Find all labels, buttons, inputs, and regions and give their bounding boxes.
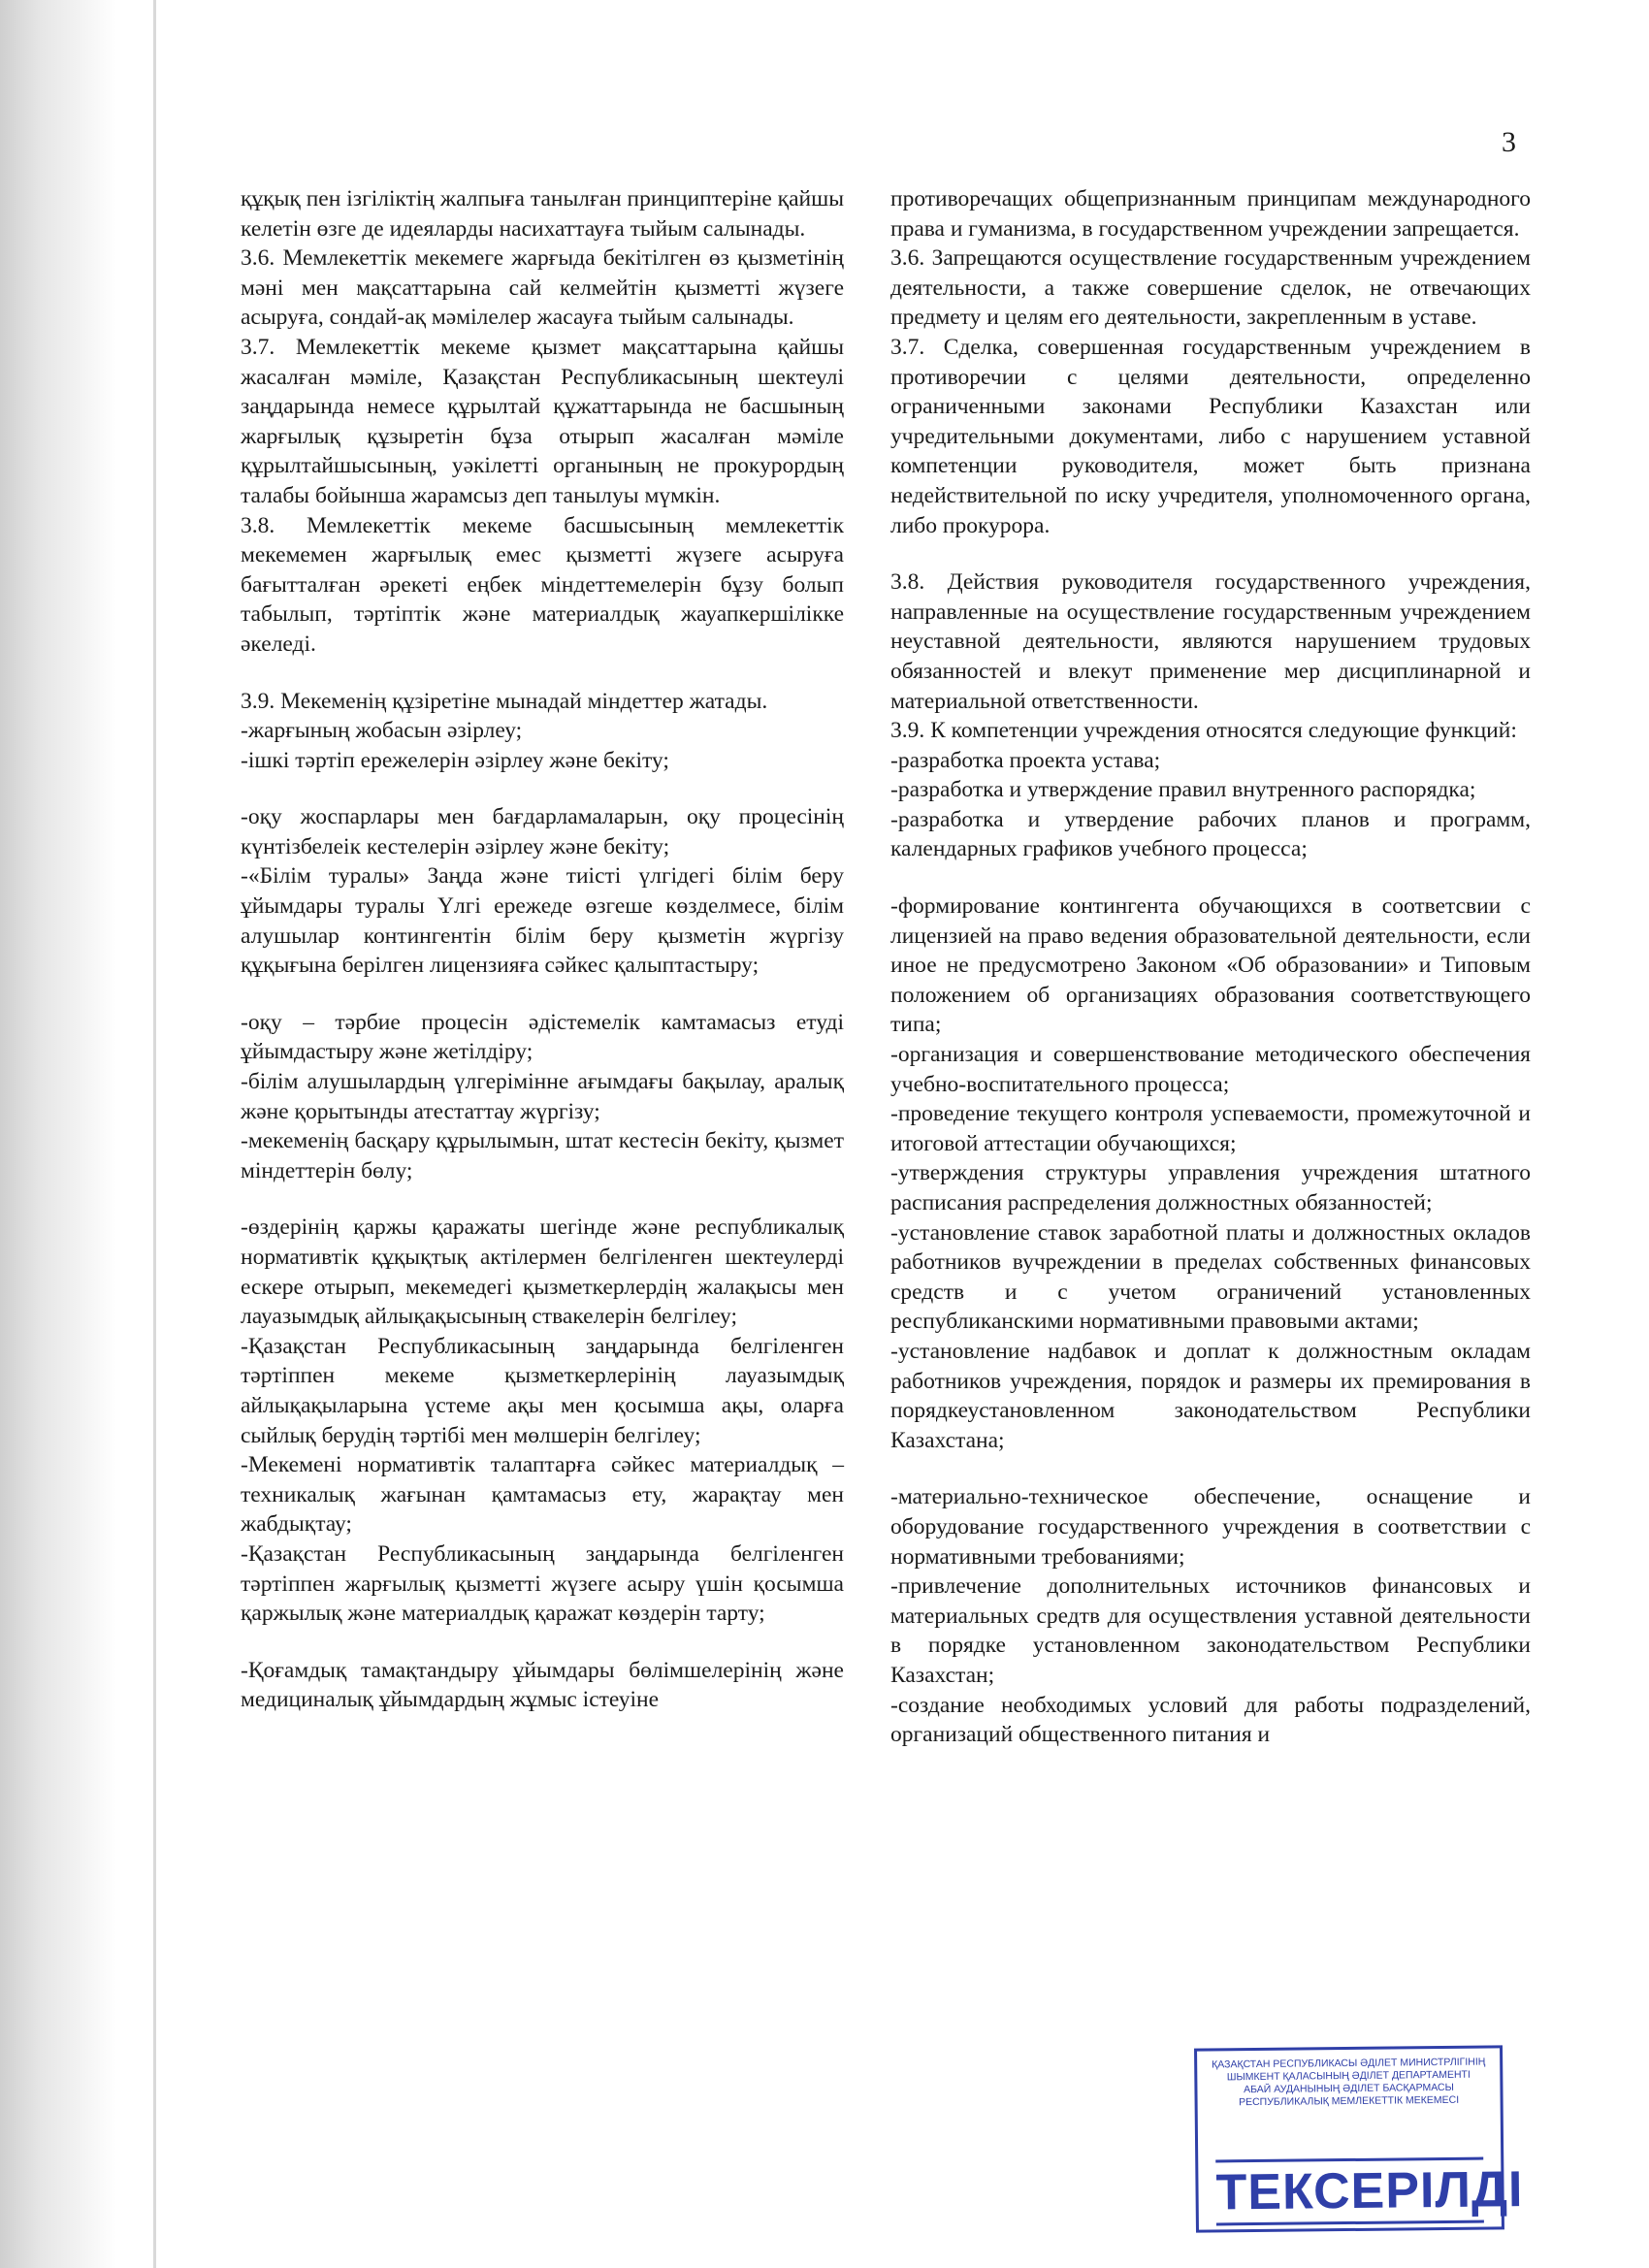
- stamp-line: РЕСПУБЛИКАЛЫҚ МЕМЛЕКЕТТІК МЕКЕМЕСІ: [1238, 2093, 1460, 2109]
- paragraph: 3.6. Мемлекеттік мекемеге жарғыда бекітілген өз қызметінің мәні мен мақсаттарына сай келмейтін қызметті жүзеге асыруға, сондай-ақ мәмілелер жасауға тыйым салынады.: [241, 245, 844, 331]
- paragraph: -Қоғамдық тамақтандыру ұйымдары бөлімшелерінің және медициналық ұйымдардың жұмыс істеуіне: [241, 1657, 844, 1713]
- paragraph: -организация и совершенствование методического обеспечения учебно-воспитательного процесса;: [890, 1042, 1531, 1097]
- paragraph: -установление ставок заработной платы и должностных окладов работников вучреждении в пределах собственных финансовых средств и с учетом ограничений установленных республиканскими нормативными правовыми актами;: [890, 1219, 1531, 1335]
- paragraph: -мекеменің басқару құрылымын, штат кестесін бекіту, қызмет міндеттерін бөлу;: [241, 1128, 844, 1183]
- stamp-verified-word: ТЕКСЕРІЛДІ: [1215, 2157, 1484, 2226]
- paragraph: -Мекемені нормативтік талаптарға сәйкес материалдық – техникалық жағынан қамтамасыз ету, жарақтау мен жабдықтау;: [241, 1452, 844, 1538]
- stamp-line: ҚАЗАҚСТАН РЕСПУБЛИКАСЫ ӘДІЛЕТ МИНИСТРЛІГІНІҢ: [1212, 2056, 1486, 2071]
- paragraph: 3.9. К компетенции учреждения относятся следующие функций:: [890, 718, 1517, 744]
- page-number: 3: [1502, 126, 1516, 158]
- paragraph: -разработка проекта устава;: [890, 747, 1161, 773]
- kazakh-text-column: [241, 184, 844, 1715]
- paragraph: -материально-техническое обеспечение, оснащение и оборудование государственного учреждения в соответствии с нормативными требованиями;: [890, 1484, 1531, 1570]
- paragraph: -оқу жоспарлары мен бағдарламаларын, оқу процесінің күнтізбелеік кестелерін әзірлеу және бекіту;: [241, 804, 844, 859]
- paragraph: 3.7. Сделка, совершенная государственным учреждением в противоречии с целями деятельности, определенно ограниченными законами Республики Казахстан или учредительными документами, либо с нарушением уставной компетенции руководителя, может быть признана недействительной по иску учредителя, уполномоченного органа, либо прокурора.: [890, 334, 1531, 538]
- page-fold-line: [153, 0, 156, 2268]
- paragraph: -білім алушылардың үлгерімінне ағымдағы бақылау, аралық және қорытынды атестаттау жүргізу;: [241, 1069, 844, 1124]
- paragraph: -формирование контингента обучающихся в соответсвии с лицензией на право ведения образовательной деятельности, если иное не предусмотрено Законом «Об образовании» и Типовым положением об организациях образования соответствующего типа;: [890, 893, 1531, 1038]
- paragraph: -разработка и утверждение правил внутренного распорядка;: [890, 777, 1476, 803]
- paragraph: -өздерінің қаржы қаражаты шегінде және республикалық нормативтік құқықтық актілермен белгіленген шектеулерді ескере отырып, мекемедегі қызметкерлердің жалақысы мен лауазымдық айлықақысының ствакелерін белгілеу;: [241, 1215, 844, 1330]
- russian-text-column: [890, 184, 1531, 1750]
- paragraph: противоречащих общепризнанным принципам международного права и гуманизма, в государственном учреждении запрещается.: [890, 186, 1531, 242]
- paragraph: 3.7. Мемлекеттік мекеме қызмет мақсаттарына қайшы жасалған мәміле, Қазақстан Республикасының шектеулі заңдарында немесе құрылтай құжаттарында не басшының жарғылық құзыретін бұза отырып жасалған мәміле құрылтайшысының, уәкілетті органының не прокурордың талабы бойынша жарамсыз деп танылуы мүмкін.: [241, 334, 844, 508]
- scan-shadow: [0, 0, 116, 2268]
- paragraph: құқық пен ізгіліктің жалпыға танылған принциптеріне қайшы келетін өзге де идеяларды насихаттауға тыйым салынады.: [241, 186, 844, 242]
- stamp-line: АБАЙ АУДАНЫНЫҢ ӘДІЛЕТ БАСҚАРМАСЫ: [1243, 2081, 1454, 2096]
- paragraph: 3.8. Действия руководителя государственного учреждения, направленные на осуществление государственным учреждением неуставной деятельности, являются нарушением трудовых обязанностей и влекут применение мер дисциплинарной и материальной ответственности.: [890, 569, 1531, 714]
- verification-stamp: [1194, 2045, 1524, 2232]
- paragraph: -оқу – тәрбие процесін әдістемелік камтамасыз етуді ұйымдастыру және жетілдіру;: [241, 1009, 844, 1065]
- paragraph: 3.8. Мемлекеттік мекеме басшысының мемлекеттік мекемемен жарғылық емес қызметті жүзеге асыруға бағытталған әрекеті еңбек міндеттемелерін бұзу болып табылып, тәртіптік және материалдық жауапкершілікке әкеледі.: [241, 512, 844, 657]
- paragraph: -жарғының жобасын әзірлеу;: [241, 718, 523, 744]
- paragraph: -привлечение дополнительных источников финансовых и материальных средтв для осуществления уставной деятельности в порядке установленном законодательством Республики Казахстан;: [890, 1573, 1531, 1688]
- stamp-line: ШЫМКЕНТ ҚАЛАСЫНЫҢ ӘДІЛЕТ ДЕПАРТАМЕНТІ: [1226, 2068, 1471, 2084]
- paragraph: -«Білім туралы» Заңда және тиісті үлгідегі білім беру ұйымдары туралы Үлгі ережеде өзгеше көзделмесе, білім алушылар контингентін білім беру қызметін жүргізу құқығына берілген лицензияға сәйкес қалыптастыру;: [241, 863, 844, 979]
- paragraph: -ішкі тәртіп ережелерін әзірлеу және бекіту;: [241, 747, 669, 773]
- paragraph: -установление надбавок и доплат к должностным окладам работников учреждения, порядок и размеры их премирования в порядкеустановленном законодательством Республики Казахстана;: [890, 1338, 1531, 1453]
- paragraph: -проведение текущего контроля успеваемости, промежуточной и итоговой аттестации обучающихся;: [890, 1101, 1531, 1156]
- paragraph: -Қазақстан Республикасының заңдарында белгіленген тәртіппен мекеме қызметкерлерінің лауазымдық айлықақыларына үстеме ақы мен қосымша ақы, оларға сыйлық берудің тәртібі мен мөлшерін белгілеу;: [241, 1333, 844, 1448]
- paragraph: 3.6. Запрещаются осуществление государственным учреждением деятельности, а также совершение сделок, не отвечающих предмету и целям его деятельности, закрепленным в уставе.: [890, 245, 1531, 331]
- paragraph: -разработка и утвердение рабочих планов и программ, календарных графиков учебного процесса;: [890, 806, 1531, 862]
- paragraph: -Қазақстан Республикасының заңдарында белгіленген тәртіппен жарғылық қызметті жүзеге асыру үшін қосымша қаржылық және материалдық қаражат көздерін тарту;: [241, 1540, 844, 1627]
- paragraph: 3.9. Мекеменің құзіретіне мынадай міндеттер жатады.: [241, 688, 768, 714]
- paragraph: -создание необходимых условий для работы подразделений, организаций общественного питания и: [890, 1692, 1531, 1748]
- paragraph: -утверждения структуры управления учреждения штатного расписания распределения должностных обязанностей;: [890, 1160, 1531, 1215]
